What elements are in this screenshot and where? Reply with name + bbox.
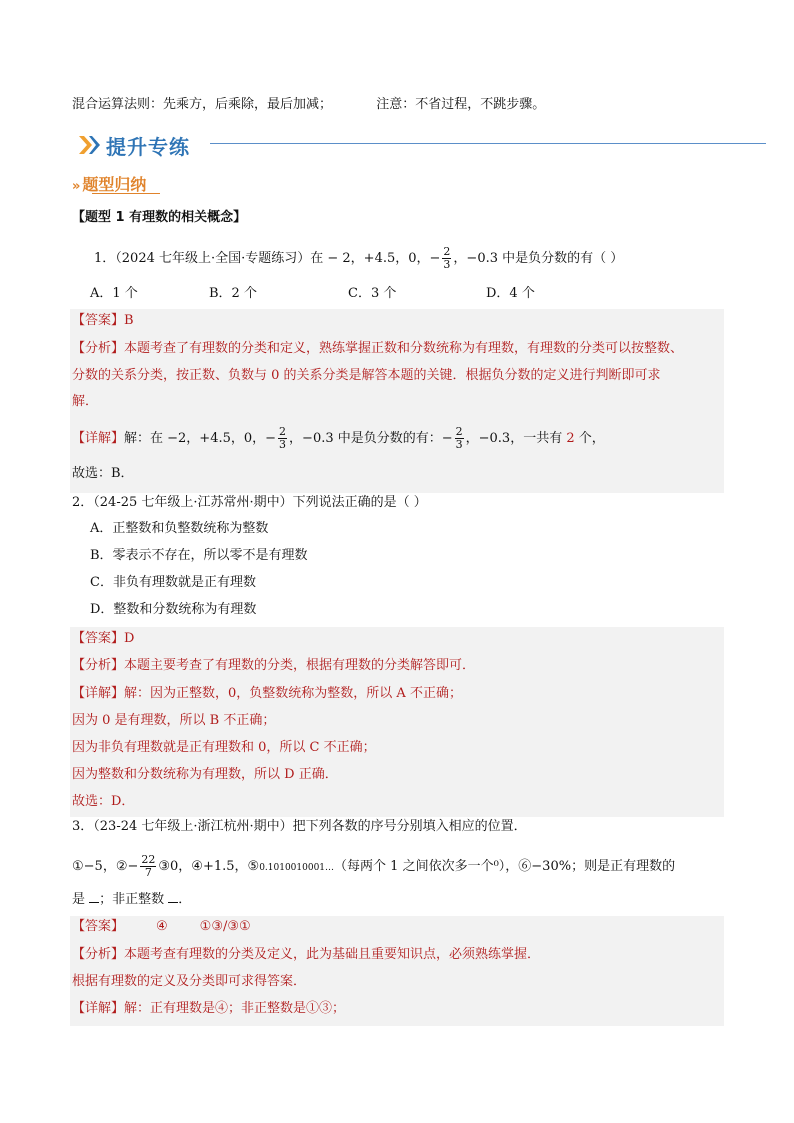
q3-fill-text-3: ． <box>178 892 192 907</box>
q2-analysis <box>72 657 475 675</box>
q2-stem: 2．（24-25 七年级上·江苏常州·期中）下列说法正确的是（ ） <box>72 495 427 510</box>
q3-stem: 3．（23-24 七年级上·浙江杭州·期中）把下列各数的序号分别填入相应的位置． <box>72 819 527 834</box>
q1-analysis-1 <box>72 340 683 358</box>
q3-answer-1: ④ <box>156 919 168 934</box>
fraction-denominator: 3 <box>279 438 287 451</box>
analysis-tag: 【分析】 <box>72 947 125 962</box>
topic-heading: 【题型 1 有理数的相关概念】 <box>72 210 247 225</box>
answer-tag: 【答案】 <box>72 919 125 934</box>
q1-option-c: C．3 个 <box>348 286 397 301</box>
fraction-numerator: 2 <box>443 245 451 258</box>
q3-analysis-2: 根据有理数的定义及分类即可求得答案． <box>72 974 307 989</box>
q1-conclusion: 故选：B． <box>72 466 134 481</box>
detail-tag: 【详解】 <box>72 686 125 701</box>
q3-fraction <box>140 854 156 879</box>
q1-detail-text-2: ，−0.3 中是负分数的有：− <box>289 431 453 446</box>
subsection-label: 题型归纳 <box>82 175 147 194</box>
q1-option-b: B．2 个 <box>209 286 257 301</box>
q3-fill-text: 是 <box>72 892 90 907</box>
q1-stem-text-end: ，−0.3 中是负分数的有（ ） <box>453 251 624 266</box>
q3-analysis <box>72 946 540 964</box>
q1-analysis-3: 解． <box>72 394 99 409</box>
q1-detail-fraction-2 <box>455 426 464 451</box>
section-title: 提升专练 <box>106 135 190 159</box>
fraction-numerator: 22 <box>141 853 156 866</box>
double-diamond-icon <box>78 134 102 156</box>
q2-analysis-text: 本题主要考查了有理数的分类，根据有理数的分类解答即可． <box>124 658 476 673</box>
q1-analysis-2: 分数的关系分类，按正数、负数与 0 的关系分类是解答本题的关键．根据负分数的定义进行判断即可求 <box>72 368 661 383</box>
detail-tag: 【详解】 <box>72 1001 125 1016</box>
q3-fill-text-2: ；非正整数 <box>99 892 169 907</box>
subsection-underline <box>92 193 160 194</box>
q2-detail-3: 因为非负有理数就是正有理数和 0，所以 C 不正确； <box>72 740 376 755</box>
q1-fraction <box>442 246 451 271</box>
q2-detail-1 <box>72 685 462 703</box>
q3-fill-line <box>72 890 191 909</box>
q1-detail-text-3: ，−0.3，一共有 <box>465 431 567 446</box>
q2-detail-text: 解：因为正整数，0，负整数统称为整数，所以 A 不正确； <box>124 686 462 701</box>
section-header <box>78 130 698 160</box>
q1-detail <box>72 426 605 451</box>
q1-stem <box>94 246 623 271</box>
q1-option-a: A．1 个 <box>90 286 138 301</box>
double-chevron-icon: » <box>72 179 78 194</box>
fraction-denominator: 3 <box>455 438 463 451</box>
q1-answer <box>72 312 134 330</box>
answer-tag: 【答案】 <box>72 631 125 646</box>
analysis-tag: 【分析】 <box>72 658 125 673</box>
q2-option-b: B．零表示不存在，所以零不是有理数 <box>90 548 308 563</box>
q3-items-text-2: ③0，④+1.5，⑤ <box>158 859 260 874</box>
note-text: 注意：不省过程，不跳步骤。 <box>376 97 546 112</box>
q1-analysis-text: 本题考查了有理数的分类和定义，熟练掌握正数和分数统称为有理数，有理数的分类可以按整数、 <box>124 341 684 356</box>
rule-text: 混合运算法则：先乘方，后乘除，最后加减； <box>72 97 333 112</box>
q1-detail-count: 2 <box>566 431 575 446</box>
detail-tag: 【详解】 <box>72 431 125 446</box>
q1-detail-fraction-1 <box>278 426 287 451</box>
q3-items <box>72 854 675 879</box>
q3-answer-2: ①③/③① <box>199 919 251 934</box>
analysis-tag: 【分析】 <box>72 341 125 356</box>
q1-option-d: D．4 个 <box>486 286 535 301</box>
q2-answer-value: D <box>124 631 135 646</box>
q2-answer <box>72 630 134 648</box>
intro-line <box>72 96 545 114</box>
q1-stem-text: 1．（2024 七年级上·全国·专题练习）在 − 2，+4.5，0，− <box>94 251 441 266</box>
subsection-title <box>72 172 146 195</box>
q2-option-c: C．非负有理数就是正有理数 <box>90 575 256 590</box>
q1-solution-panel <box>70 309 724 493</box>
fraction-numerator: 2 <box>455 425 463 438</box>
q2-detail-4: 因为整数和分数统称为有理数，所以 D 正确． <box>72 767 338 782</box>
q1-detail-text: 解：在 −2，+4.5，0，− <box>124 431 277 446</box>
q2-option-a: A．正整数和负整数统称为整数 <box>90 521 269 536</box>
q1-detail-text-4: 个， <box>574 431 605 446</box>
q3-items-text-3: （每两个 1 之间依次多一个⁰），⑥−30%；则是正有理数的 <box>334 859 676 874</box>
q2-option-d: D．整数和分数统称为有理数 <box>90 602 257 617</box>
q3-blank-1[interactable] <box>89 890 99 903</box>
fraction-numerator: 2 <box>279 425 287 438</box>
q3-irrational-number: 0.1010010001… <box>259 863 335 873</box>
section-rule <box>210 143 766 144</box>
q3-detail <box>72 1000 345 1018</box>
q1-answer-value: B <box>124 313 134 328</box>
answer-tag: 【答案】 <box>72 313 125 328</box>
q2-detail-2: 因为 0 是有理数，所以 B 不正确； <box>72 713 276 728</box>
q2-conclusion: 故选：D． <box>72 794 135 809</box>
q3-answer <box>72 918 251 936</box>
fraction-denominator: 7 <box>144 866 152 879</box>
q3-items-text: ①−5，②− <box>72 859 139 874</box>
q3-detail-text: 解：正有理数是④；非正整数是①③； <box>124 1001 346 1016</box>
fraction-denominator: 3 <box>443 258 451 271</box>
q3-analysis-text: 本题考查有理数的分类及定义，此为基础且重要知识点，必须熟练掌握． <box>124 947 541 962</box>
q3-blank-2[interactable] <box>168 890 178 903</box>
